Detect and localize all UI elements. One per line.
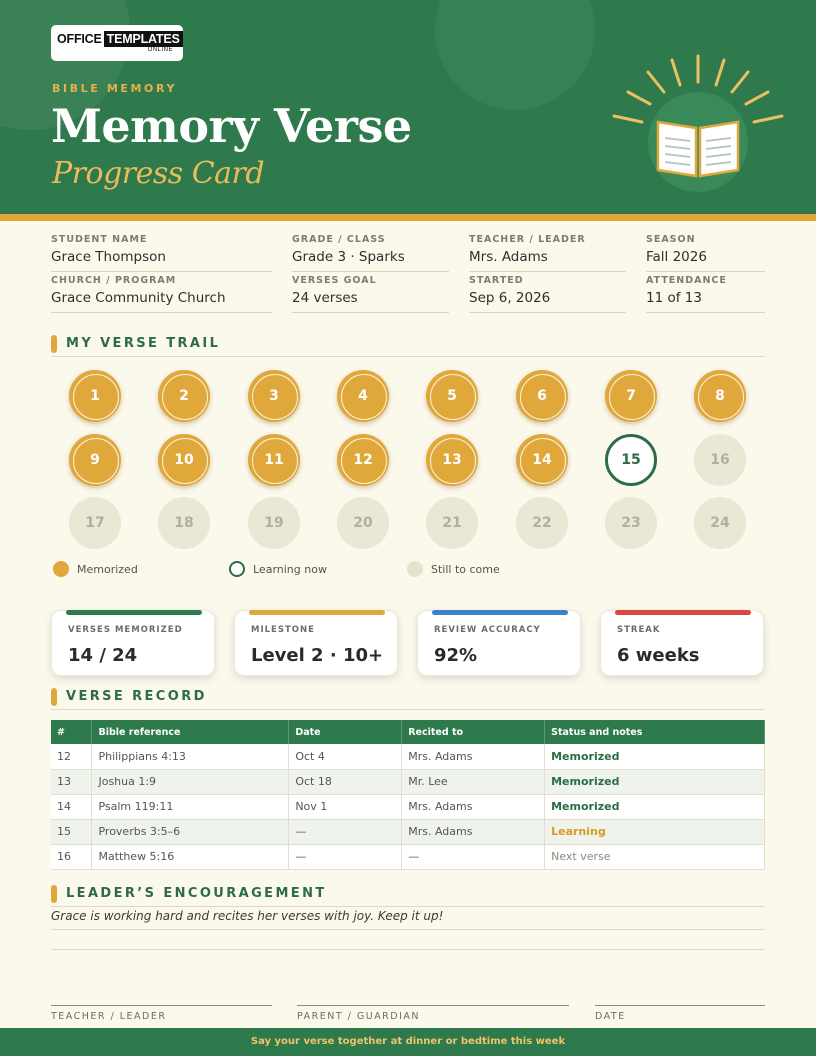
stat-card-streak [600,610,764,676]
cell-recited-to: Mrs. Adams [402,794,545,819]
legend-label: Memorized [77,562,138,576]
verse-badge-3: 3 [248,370,300,422]
page-subtitle: Progress Card [52,156,265,191]
signature-parent[interactable] [297,1005,569,1029]
cell-status: Memorized [545,794,765,819]
table-row [51,744,765,769]
section-verse-record [51,686,765,710]
stat-label: MILESTONE [251,625,315,635]
field-label: TEACHER / LEADER [469,234,586,245]
verse-badge-1: 1 [69,370,121,422]
field-season[interactable] [646,234,765,272]
stat-accent-bar [615,610,751,615]
verse-badge-20: 20 [337,497,389,549]
field-verses-goal[interactable] [292,275,449,313]
cell-date: Nov 1 [289,794,402,819]
table-header-row [51,720,765,744]
cell-date: — [289,844,402,869]
verse-badge-13: 13 [426,434,478,486]
writing-line [51,949,765,950]
verse-badge-4: 4 [337,370,389,422]
verse-badge-10: 10 [158,434,210,486]
cell-date: — [289,819,402,844]
field-label: ATTENDANCE [646,275,727,286]
cell-status: Learning [545,819,765,844]
logo-word2: TEMPLATES [104,31,183,47]
eyebrow-label: BIBLE MEMORY [52,82,178,95]
header-banner [0,0,816,214]
legend-memorized [53,561,138,577]
field-label: STARTED [469,275,524,286]
cell-reference: Philippians 4:13 [92,744,289,769]
cell-status: Next verse [545,844,765,869]
stat-label: REVIEW ACCURACY [434,625,541,635]
legend-label: Still to come [431,562,500,576]
verse-badge-23: 23 [605,497,657,549]
column-header: Bible reference [92,720,289,744]
field-teacher[interactable] [469,234,626,272]
cell-recited-to: Mrs. Adams [402,819,545,844]
verse-badge-16: 16 [694,434,746,486]
legend-todo [407,561,500,577]
section-title: VERSE RECORD [66,689,207,704]
field-value: Grace Thompson [51,249,166,265]
stat-value: 14 / 24 [68,645,138,666]
section-marker [51,335,57,353]
verse-badge-9: 9 [69,434,121,486]
verse-badge-17: 17 [69,497,121,549]
open-book-icon [608,50,788,200]
table-row [51,819,765,844]
verse-badge-5: 5 [426,370,478,422]
cell-reference: Matthew 5:16 [92,844,289,869]
header-divider [0,214,816,221]
field-grade[interactable] [292,234,449,272]
cell-reference: Psalm 119:11 [92,794,289,819]
section-title: LEADER’S ENCOURAGEMENT [66,886,327,901]
column-header: Date [289,720,402,744]
field-label: SEASON [646,234,696,245]
decorative-circle [435,0,595,110]
signature-teacher[interactable] [51,1005,272,1029]
signature-label: DATE [595,1011,626,1022]
field-value: 24 verses [292,290,358,306]
writing-line [51,929,765,930]
signature-label: PARENT / GUARDIAN [297,1011,421,1022]
field-value: Fall 2026 [646,249,707,265]
signature-label: TEACHER / LEADER [51,1011,167,1022]
page-title: Memory Verse [51,99,412,153]
stat-accent-bar [249,610,385,615]
section-title: MY VERSE TRAIL [66,336,221,351]
cell-number: 12 [51,744,92,769]
cell-number: 13 [51,769,92,794]
cell-reference: Joshua 1:9 [92,769,289,794]
section-encouragement [51,883,765,907]
logo-sub: ONLINE [147,47,173,53]
field-value: Grade 3 · Sparks [292,249,405,265]
field-label: VERSES GOAL [292,275,377,286]
table-row [51,794,765,819]
encouragement-text[interactable]: Grace is working hard and recites her verses with joy. Keep it up! [51,909,444,923]
footer-banner: Say your verse together at dinner or bedtime this week [0,1028,816,1056]
table-row [51,769,765,794]
section-verse-trail [51,333,765,357]
verse-badge-14: 14 [516,434,568,486]
stat-card-verses-memorized [51,610,215,676]
field-started[interactable] [469,275,626,313]
stat-value: 92% [434,645,478,666]
logo-word1: OFFICE [57,32,102,46]
cell-status: Memorized [545,744,765,769]
verse-badge-12: 12 [337,434,389,486]
verse-badge-19: 19 [248,497,300,549]
verse-record-table [51,720,765,870]
field-attendance[interactable] [646,275,765,313]
legend-label: Learning now [253,562,327,576]
cell-date: Oct 4 [289,744,402,769]
legend-swatch [407,561,423,577]
cell-status: Memorized [545,769,765,794]
cell-recited-to: Mrs. Adams [402,744,545,769]
brand-logo [51,25,183,61]
field-label: GRADE / CLASS [292,234,386,245]
field-value: Grace Community Church [51,290,226,306]
cell-reference: Proverbs 3:5–6 [92,819,289,844]
cell-recited-to: Mr. Lee [402,769,545,794]
cell-number: 15 [51,819,92,844]
stat-value: Level 2 · 10+ [251,645,384,666]
signature-date[interactable] [595,1005,765,1029]
verse-badge-22: 22 [516,497,568,549]
verse-badge-15: 15 [605,434,657,486]
field-value: Sep 6, 2026 [469,290,551,306]
field-label: STUDENT NAME [51,234,148,245]
verse-badge-18: 18 [158,497,210,549]
stat-accent-bar [66,610,202,615]
verse-badge-6: 6 [516,370,568,422]
column-header: # [51,720,92,744]
legend-swatch [53,561,69,577]
verse-badge-24: 24 [694,497,746,549]
table-row [51,844,765,869]
verse-badge-7: 7 [605,370,657,422]
field-value: 11 of 13 [646,290,702,306]
stat-card-review-accuracy [417,610,581,676]
legend-swatch [229,561,245,577]
stat-label: VERSES MEMORIZED [68,625,183,635]
stat-card-milestone [234,610,398,676]
cell-number: 16 [51,844,92,869]
stat-label: STREAK [617,625,661,635]
field-label: CHURCH / PROGRAM [51,275,177,286]
section-marker [51,885,57,903]
verse-badge-8: 8 [694,370,746,422]
legend-learning [229,561,327,577]
field-church[interactable] [51,275,272,313]
section-marker [51,688,57,706]
column-header: Status and notes [545,720,765,744]
cell-recited-to: — [402,844,545,869]
field-student-name[interactable] [51,234,272,272]
verse-badge-2: 2 [158,370,210,422]
stat-accent-bar [432,610,568,615]
cell-number: 14 [51,794,92,819]
verse-badge-11: 11 [248,434,300,486]
field-value: Mrs. Adams [469,249,548,265]
stat-value: 6 weeks [617,645,700,666]
column-header: Recited to [402,720,545,744]
verse-badge-21: 21 [426,497,478,549]
cell-date: Oct 18 [289,769,402,794]
